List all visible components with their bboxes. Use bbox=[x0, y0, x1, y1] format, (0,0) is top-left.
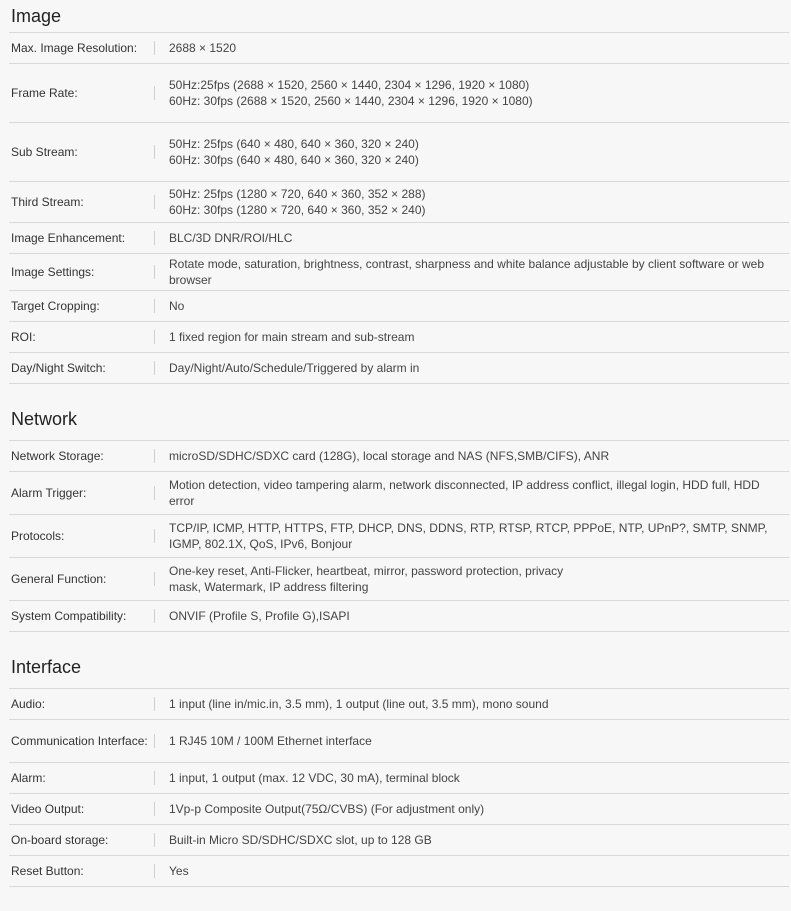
spec-row-system-compatibility bbox=[9, 601, 789, 632]
spec-value-line: 2688 × 1520 bbox=[169, 41, 237, 55]
column-divider bbox=[154, 231, 155, 245]
spec-value bbox=[169, 256, 789, 288]
column-divider bbox=[154, 572, 155, 586]
spec-value bbox=[169, 832, 789, 848]
spec-table-network bbox=[9, 440, 789, 632]
spec-value bbox=[169, 801, 789, 817]
spec-value-line: 50Hz:25fps (2688 × 1520, 2560 × 1440, 2304 × 1296, 1920 × 1080) bbox=[169, 78, 530, 92]
spec-value-line: No bbox=[169, 299, 185, 313]
spec-label: Communication Interface: bbox=[11, 734, 148, 748]
spec-row-reset-button bbox=[9, 856, 789, 887]
spec-row-image-settings bbox=[9, 254, 789, 291]
column-divider bbox=[154, 265, 155, 279]
spec-value-line: TCP/IP, ICMP, HTTP, HTTPS, FTP, DHCP, DNS, DDNS, RTP, RTSP, RTCP, PPPoE, NTP, UPnP?, SMTP, SNMP, IGMP, 802.1X, QoS, IPv6, Bonjour bbox=[169, 521, 768, 551]
column-divider bbox=[154, 734, 155, 748]
spec-row-network-storage bbox=[9, 441, 789, 472]
spec-row-on-board-storage bbox=[9, 825, 789, 856]
column-divider bbox=[154, 486, 155, 500]
spec-row-third-stream bbox=[9, 182, 789, 223]
column-divider bbox=[154, 529, 155, 543]
spec-row-max-image-resolution bbox=[9, 33, 789, 64]
spec-value-line: Yes bbox=[169, 864, 189, 878]
spec-label: General Function: bbox=[11, 572, 107, 586]
spec-value bbox=[169, 733, 789, 749]
spec-label: On-board storage: bbox=[11, 833, 109, 847]
spec-value-line: Rotate mode, saturation, brightness, contrast, sharpness and white balance adjustable by client software or web browser bbox=[169, 257, 765, 287]
spec-row-general-function bbox=[9, 558, 789, 601]
spec-label: Audio: bbox=[11, 697, 46, 711]
spec-value-line: 1Vp-p Composite Output(75Ω/CVBS) (For adjustment only) bbox=[169, 802, 485, 816]
spec-value bbox=[169, 477, 789, 509]
spec-value-line: microSD/SDHC/SDXC card (128G), local storage and NAS (NFS,SMB/CIFS), ANR bbox=[169, 449, 610, 463]
spec-row-audio bbox=[9, 689, 789, 720]
spec-value-line: Day/Night/Auto/Schedule/Triggered by alarm in bbox=[169, 361, 420, 375]
spec-label: Network Storage: bbox=[11, 449, 104, 463]
spec-row-roi bbox=[9, 322, 789, 353]
spec-value bbox=[169, 863, 789, 879]
spec-value-line: Motion detection, video tampering alarm, network disconnected, IP address conflict, illegal login, HDD full, HDD error bbox=[169, 478, 760, 508]
spec-value-line: 1 input, 1 output (max. 12 VDC, 30 mA), terminal block bbox=[169, 771, 460, 785]
spec-label: Third Stream: bbox=[11, 195, 84, 209]
spec-row-sub-stream bbox=[9, 123, 789, 182]
spec-value-line: One-key reset, Anti-Flicker, heartbeat, mirror, password protection, privacy bbox=[169, 564, 564, 578]
spec-value bbox=[169, 448, 789, 464]
column-divider bbox=[154, 330, 155, 344]
spec-label: Reset Button: bbox=[11, 864, 84, 878]
spec-value bbox=[169, 696, 789, 712]
section-title-network: Network bbox=[11, 409, 78, 429]
spec-row-alarm bbox=[9, 763, 789, 794]
spec-row-alarm-trigger bbox=[9, 472, 789, 515]
spec-label: Alarm Trigger: bbox=[11, 486, 87, 500]
spec-value bbox=[169, 136, 789, 168]
spec-value-line: 50Hz: 25fps (1280 × 720, 640 × 360, 352 × 288) bbox=[169, 187, 426, 201]
column-divider bbox=[154, 195, 155, 209]
spec-value bbox=[169, 360, 789, 376]
spec-label: Frame Rate: bbox=[11, 86, 78, 100]
spec-value bbox=[169, 770, 789, 786]
spec-value-line: mask, Watermark, IP address filtering bbox=[169, 580, 369, 594]
column-divider bbox=[154, 41, 155, 55]
column-divider bbox=[154, 697, 155, 711]
spec-value bbox=[169, 77, 789, 109]
spec-label: Protocols: bbox=[11, 529, 65, 543]
spec-value bbox=[169, 329, 789, 345]
spec-row-day-night-switch bbox=[9, 353, 789, 384]
section-title-image: Image bbox=[11, 6, 62, 26]
spec-label: Image Settings: bbox=[11, 265, 95, 279]
section-title-interface: Interface bbox=[11, 657, 82, 677]
spec-value-line: ONVIF (Profile S, Profile G),ISAPI bbox=[169, 609, 350, 623]
column-divider bbox=[154, 609, 155, 623]
column-divider bbox=[154, 864, 155, 878]
spec-value bbox=[169, 563, 789, 595]
spec-value-line: Built-in Micro SD/SDHC/SDXC slot, up to 128 GB bbox=[169, 833, 432, 847]
column-divider bbox=[154, 833, 155, 847]
spec-row-frame-rate bbox=[9, 64, 789, 123]
spec-label: System Compatibility: bbox=[11, 609, 127, 623]
spec-value-line: 1 RJ45 10M / 100M Ethernet interface bbox=[169, 734, 372, 748]
spec-label: Max. Image Resolution: bbox=[11, 41, 138, 55]
spec-row-target-cropping bbox=[9, 291, 789, 322]
column-divider bbox=[154, 771, 155, 785]
column-divider bbox=[154, 299, 155, 313]
spec-value-line: BLC/3D DNR/ROI/HLC bbox=[169, 231, 293, 245]
spec-table-interface bbox=[9, 688, 789, 887]
spec-label: Alarm: bbox=[11, 771, 46, 785]
spec-value bbox=[169, 186, 789, 218]
spec-value-line: 60Hz: 30fps (2688 × 1520, 2560 × 1440, 2304 × 1296, 1920 × 1080) bbox=[169, 94, 533, 108]
spec-value bbox=[169, 520, 789, 552]
spec-label: Sub Stream: bbox=[11, 145, 78, 159]
spec-value-line: 60Hz: 30fps (640 × 480, 640 × 360, 320 × 240) bbox=[169, 153, 419, 167]
spec-value bbox=[169, 298, 789, 314]
spec-value bbox=[169, 608, 789, 624]
spec-label: Video Output: bbox=[11, 802, 85, 816]
spec-value-line: 60Hz: 30fps (1280 × 720, 640 × 360, 352 × 240) bbox=[169, 203, 426, 217]
spec-value-line: 1 fixed region for main stream and sub-stream bbox=[169, 330, 415, 344]
column-divider bbox=[154, 449, 155, 463]
spec-label: ROI: bbox=[11, 330, 36, 344]
spec-label: Target Cropping: bbox=[11, 299, 100, 313]
spec-table-image bbox=[9, 32, 789, 384]
spec-label: Image Enhancement: bbox=[11, 231, 126, 245]
spec-value-line: 50Hz: 25fps (640 × 480, 640 × 360, 320 × 240) bbox=[169, 137, 419, 151]
spec-row-video-output bbox=[9, 794, 789, 825]
spec-value bbox=[169, 230, 789, 246]
column-divider bbox=[154, 145, 155, 159]
spec-row-image-enhancement bbox=[9, 223, 789, 254]
column-divider bbox=[154, 86, 155, 100]
spec-row-communication-interface bbox=[9, 720, 789, 763]
column-divider bbox=[154, 361, 155, 375]
spec-label: Day/Night Switch: bbox=[11, 361, 106, 375]
spec-value bbox=[169, 40, 789, 56]
spec-row-protocols bbox=[9, 515, 789, 558]
column-divider bbox=[154, 802, 155, 816]
spec-value-line: 1 input (line in/mic.in, 3.5 mm), 1 output (line out, 3.5 mm), mono sound bbox=[169, 697, 549, 711]
